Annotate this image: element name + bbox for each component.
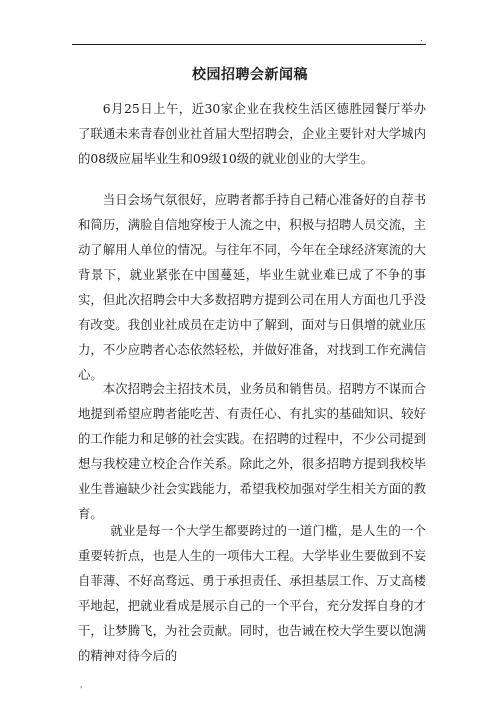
paragraph-3-block	[78, 376, 426, 526]
header-mark: .	[420, 34, 423, 43]
paragraph-2-block	[78, 187, 426, 387]
paragraph-1: 6月25日上午，近30家企业在我校生活区德胜园餐厅举办了联通未来青春创业社首届大型招聘会，企业主要针对大学城内的08级应届毕业生和09级10级的就业创业的大学生。	[78, 101, 426, 166]
paragraph-4: 就业是每一个大学生都要跨过的一道门槛，是人生的一个重要转折点，也是人生的一项伟大工程。大学毕业生要做到不妄自菲薄、不好高骛远、勇于承担责任、承担基层工作、万丈高楼平地起，把就业看成是展示自己的一个平台，充分发挥自身的才干，让梦腾飞，为社会贡献。同时，也告诫在校大学生要以饱满的精神对待今后的	[78, 523, 426, 663]
document-title: 校园招聘会新闻稿	[192, 67, 308, 83]
paragraph-4-block	[78, 518, 426, 668]
header-rule	[72, 44, 426, 45]
footer-mark: '	[80, 685, 83, 694]
paragraph-2: 当日会场气氛很好，应聘者都手持自己精心准备好的自荐书和简历，满脸自信地穿梭于人流之中，积极与招聘人员交流，主动了解用人单位的情况。与往年不同，今年在全球经济寒流的大背景下，就业紧张在中国蔓延，毕业生就业难已成了不争的事实，但此次招聘会中大多数招聘方提到公司在用人方面也几乎没有改变。我创业社成员在走访中了解到，面对与日俱增的就业压力，不少应聘者心态依然轻松，并做好准备，对找到工作充满信心。	[78, 192, 426, 382]
paragraph-3: 本次招聘会主招技术员，业务员和销售员。招聘方不谋而合地提到希望应聘者能吃苦、有责任心、有扎实的基础知识、较好的工作能力和足够的社会实践。在招聘的过程中，不少公司提到想与我校建立校企合作关系。除此之外，很多招聘方提到我校毕业生普遍缺少社会实践能力，希望我校加强对学生相关方面的教育。	[78, 381, 426, 521]
paragraph-1-block	[78, 96, 426, 171]
